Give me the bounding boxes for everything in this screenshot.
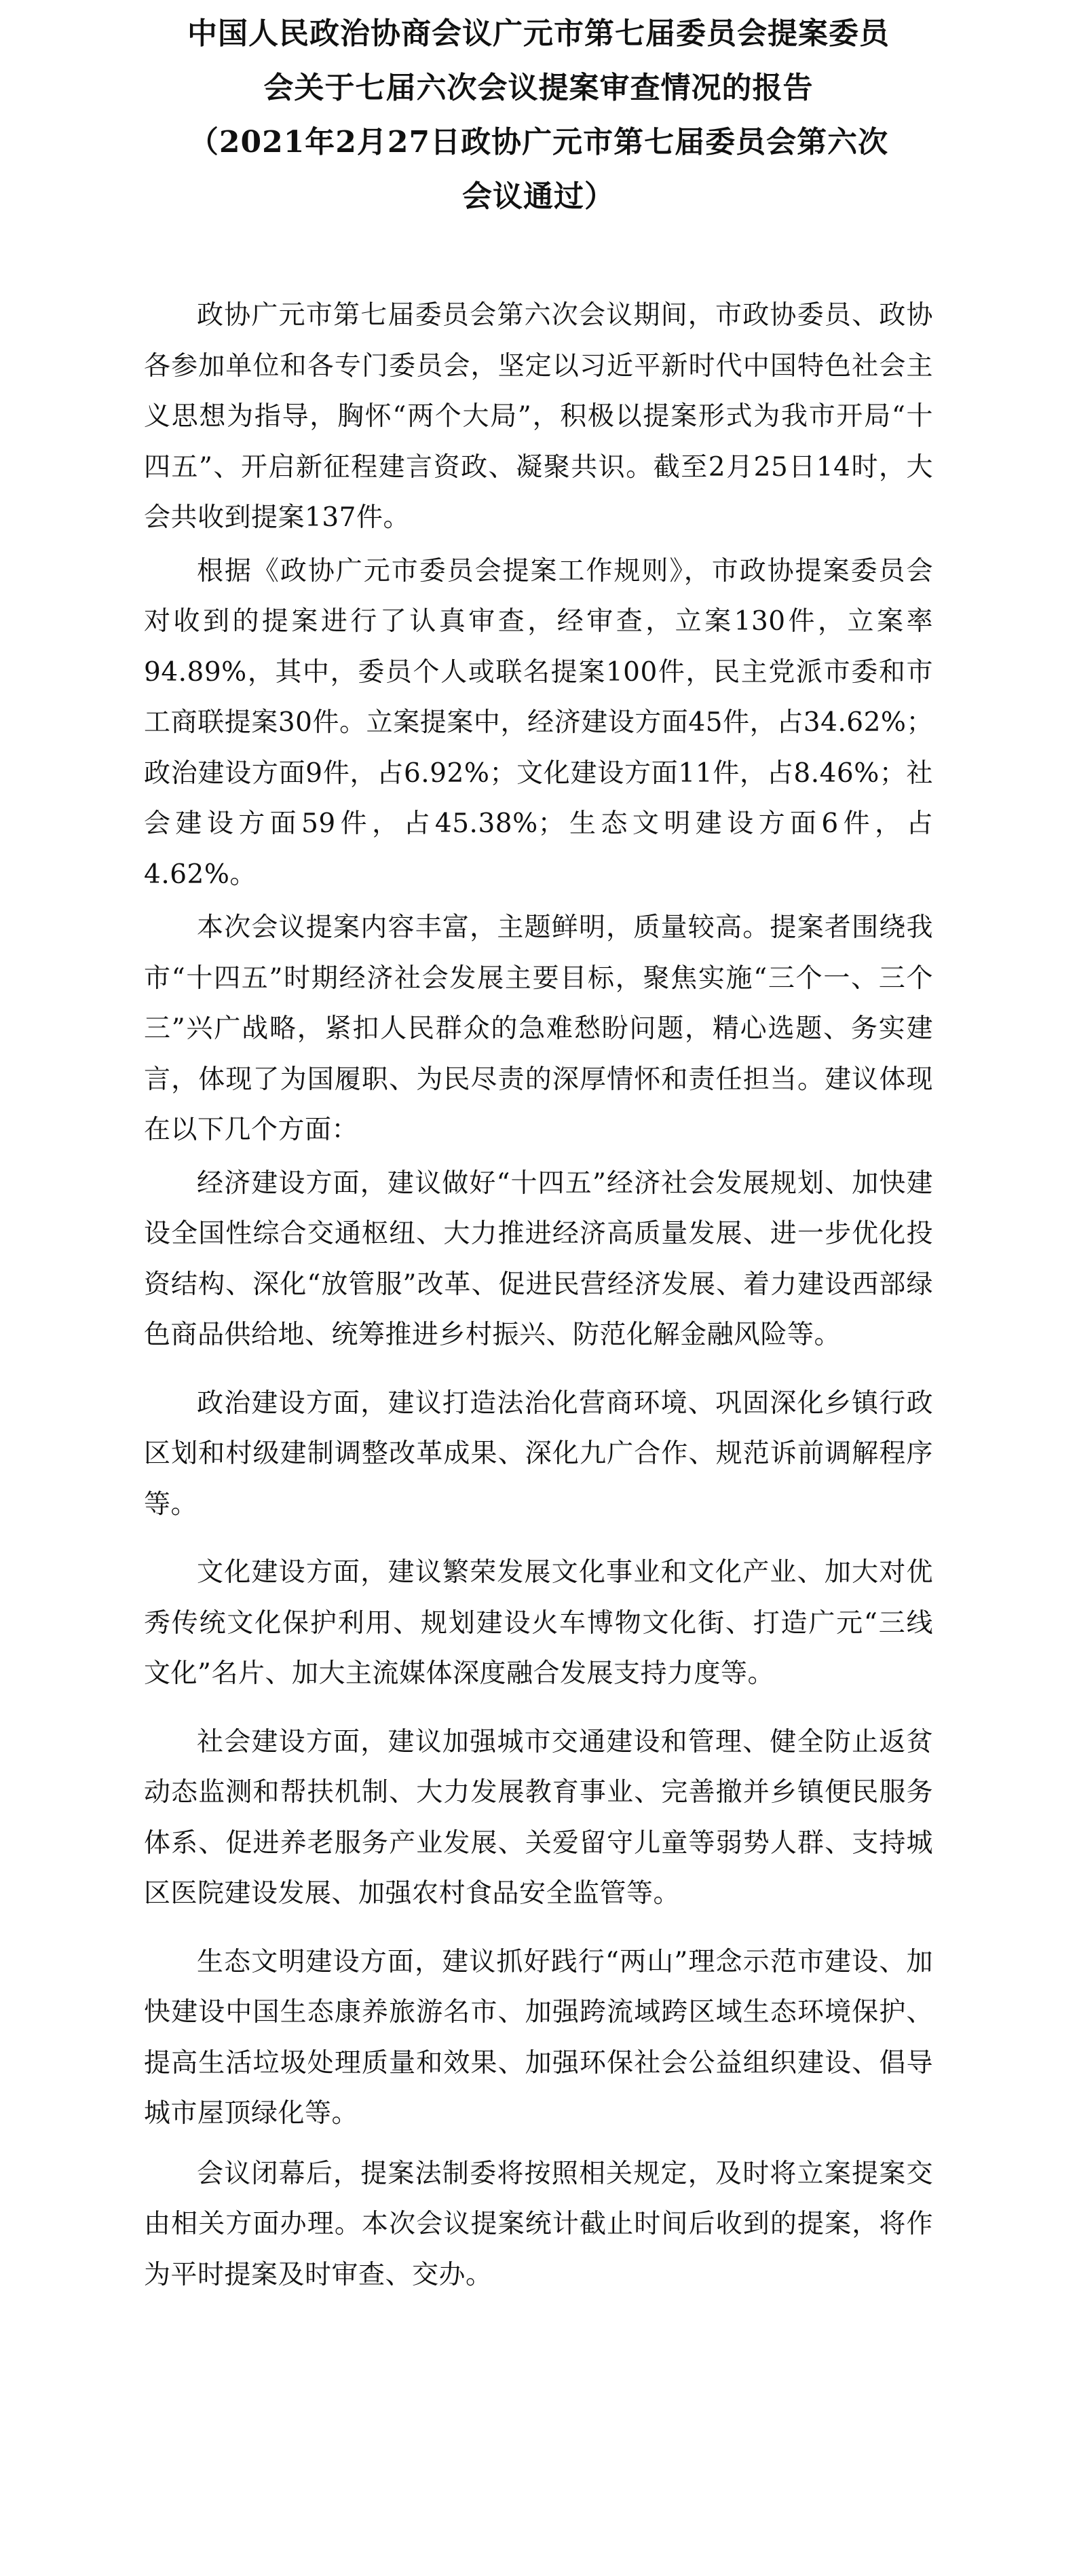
title-line-4: 会议通过） bbox=[462, 179, 615, 214]
paragraph-economic: 经济建设方面，建议做好“十四五”经济社会发展规划、加快建设全国性综合交通枢纽、大力推进经济高质量发展、进一步优化投资结构、深化“放管服”改革、促进民营经济发展、着力建设西部绿色商品供给地、统筹推进乡村振兴、防范化解金融风险等。 bbox=[144, 1168, 933, 1350]
paragraph-political: 政治建设方面，建议打造法治化营商环境、巩固深化乡镇行政区划和村级建制调整改革成果、深化九广合作、规范诉前调解程序等。 bbox=[144, 1387, 933, 1520]
paragraph-social: 社会建设方面，建议加强城市交通建设和管理、健全防止返贫动态监测和帮扶机制、大力发展教育事业、完善撤并乡镇便民服务体系、促进养老服务产业发展、关爱留守儿童等弱势人群、支持城区医院建设发展、加强农村食品安全监管等。 bbox=[144, 1726, 933, 1909]
paragraph-ecological: 生态文明建设方面，建议抓好践行“两山”理念示范市建设、加快建设中国生态康养旅游名市、加强跨流域跨区域生态环境保护、提高生活垃圾处理质量和效果、加强环保社会公益组织建设、倡导城市屋顶绿化等。 bbox=[144, 1946, 933, 2129]
paragraph-overview: 本次会议提案内容丰富，主题鲜明，质量较高。提案者围绕我市“十四五”时期经济社会发展主要目标，聚焦实施“三个一、三个三”兴广战略，紧扣人民群众的急难愁盼问题，精心选题、务实建言，体现了为国履职、为民尽责的深厚情怀和责任担当。建议体现在以下几个方面： bbox=[144, 912, 933, 1145]
paragraph-intro: 政协广元市第七届委员会第六次会议期间，市政协委员、政协各参加单位和各专门委员会，坚定以习近平新时代中国特色社会主义思想为指导，胸怀“两个大局”，积极以提案形式为我市开局“十四五”、开启新征程建言资政、凝聚共识。截至2月25日14时，大会共收到提案137件。 bbox=[144, 300, 933, 533]
paragraph-cultural: 文化建设方面，建议繁荣发展文化事业和文化产业、加大对优秀传统文化保护利用、规划建设火车博物文化街、打造广元“三线文化”名片、加大主流媒体深度融合发展支持力度等。 bbox=[144, 1557, 933, 1689]
title-line-1: 中国人民政治协商会议广元市第七届委员会提案委员 bbox=[187, 16, 890, 51]
paragraph-review-results: 根据《政协广元市委员会提案工作规则》，市政协提案委员会对收到的提案进行了认真审查，经审查，立案130件，立案率94.89%，其中，委员个人或联名提案100件，民主党派市委和市工商联提案30件。立案提案中，经济建设方面45件，占34.62%；政治建设方面9件，占6.92%；文化建设方面11件，占8.46%；社会建设方面59件，占45.38%；生态文明建设方面6件，占4.62%。 bbox=[144, 555, 933, 890]
paragraph-closing: 会议闭幕后，提案法制委将按照相关规定，及时将立案提案交由相关方面办理。本次会议提案统计截止时间后收到的提案，将作为平时提案及时审查、交办。 bbox=[144, 2158, 933, 2290]
title-line-2: 会关于七届六次会议提案审查情况的报告 bbox=[263, 71, 814, 105]
document-body bbox=[144, 291, 933, 2300]
document-title bbox=[144, 7, 933, 224]
title-line-3: （2021年2月27日政协广元市第七届委员会第六次 bbox=[188, 125, 889, 160]
